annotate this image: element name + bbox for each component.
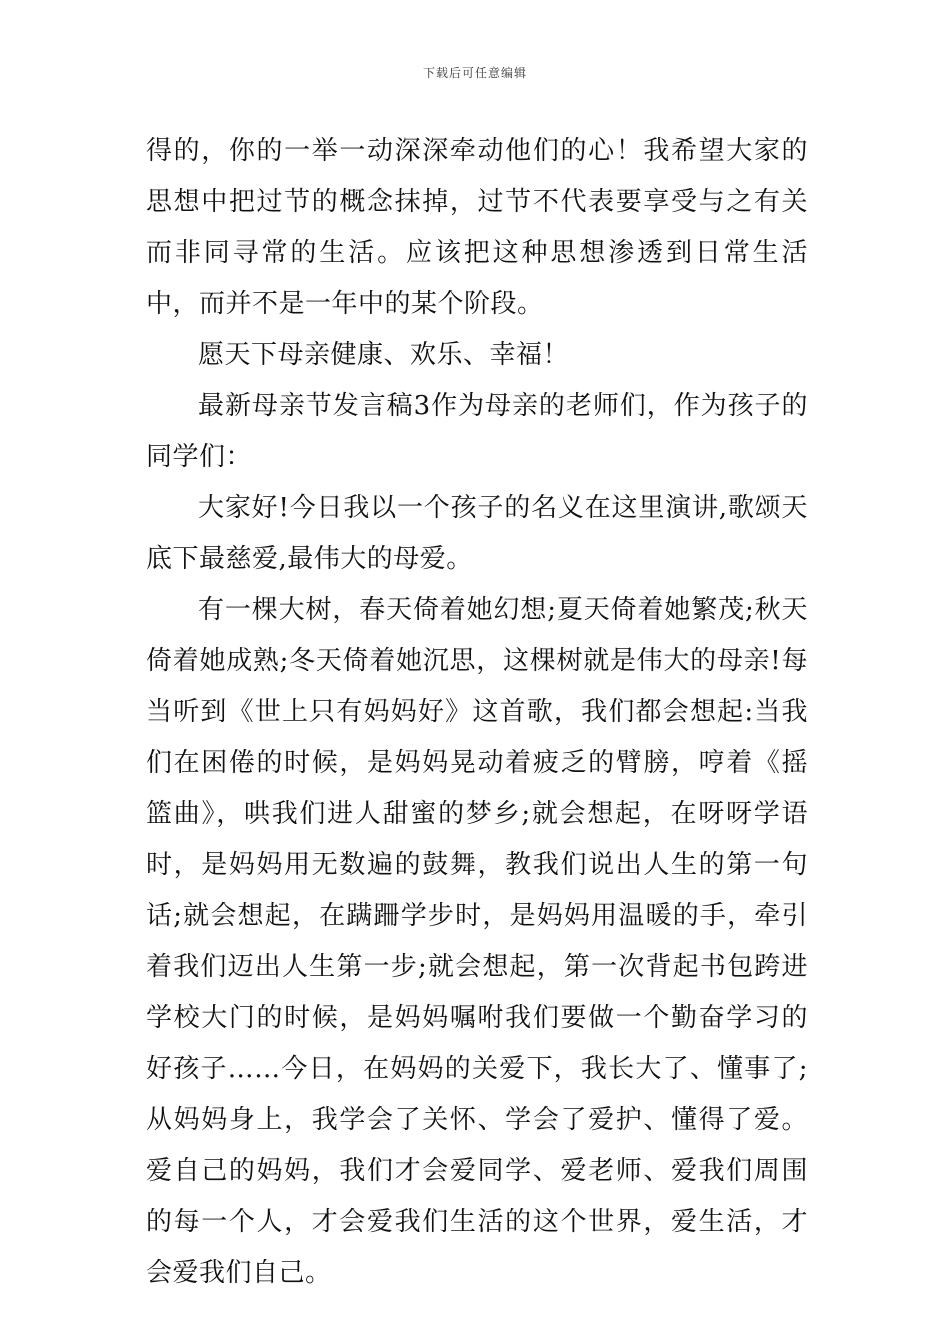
paragraph-wish: 愿天下母亲健康、欢乐、幸福！ bbox=[198, 340, 570, 370]
page-header: 下载后可任意编辑 bbox=[422, 66, 527, 80]
paragraph-speech-title: 最新母亲节发言稿3作为母亲的老师们，作为孩子的同学们： bbox=[146, 391, 808, 472]
paragraph-main: 有一棵大树，春天倚着她幻想;夏天倚着她繁茂;秋天倚着她成熟;冬天倚着她沉思，这棵树就是伟大的母亲!每当听到《世上只有妈妈好》这首歌，我们都会想起:当我们在困倦的时候，是妈妈晃动着疲乏的臂膀，哼着《摇篮曲》，哄我们进人甜蜜的梦乡;就会想起，在呀呀学语时，是妈妈用无数遍的鼓舞，教我们说出人生的第一句话;就会想起，在蹒跚学步时，是妈妈用温暖的手，牵引着我们迈出人生第一步;就会想起，第一次背起书包跨进学校大门的时候，是妈妈嘱咐我们要做一个勤奋学习的好孩子……今日，在妈妈的关爱下，我长大了、懂事了;从妈妈身上，我学会了关怀、学会了爱护、懂得了爱。爱自己的妈妈，我们才会爱同学、爱老师、爱我们周围的每一个人，才会爱我们生活的这个世界，爱生活，才会爱我们自己。 bbox=[146, 595, 808, 1288]
document-body bbox=[146, 126, 808, 1299]
paragraph-continuation: 得的，你的一举一动深深牵动他们的心！我希望大家的思想中把过节的概念抹掉，过节不代表要享受与之有关而非同寻常的生活。应该把这种思想渗透到日常生活中，而并不是一年中的某个阶段。 bbox=[146, 136, 808, 319]
paragraph-greeting: 大家好!今日我以一个孩子的名义在这里演讲,歌颂天底下最慈爱,最伟大的母爱。 bbox=[146, 493, 808, 574]
